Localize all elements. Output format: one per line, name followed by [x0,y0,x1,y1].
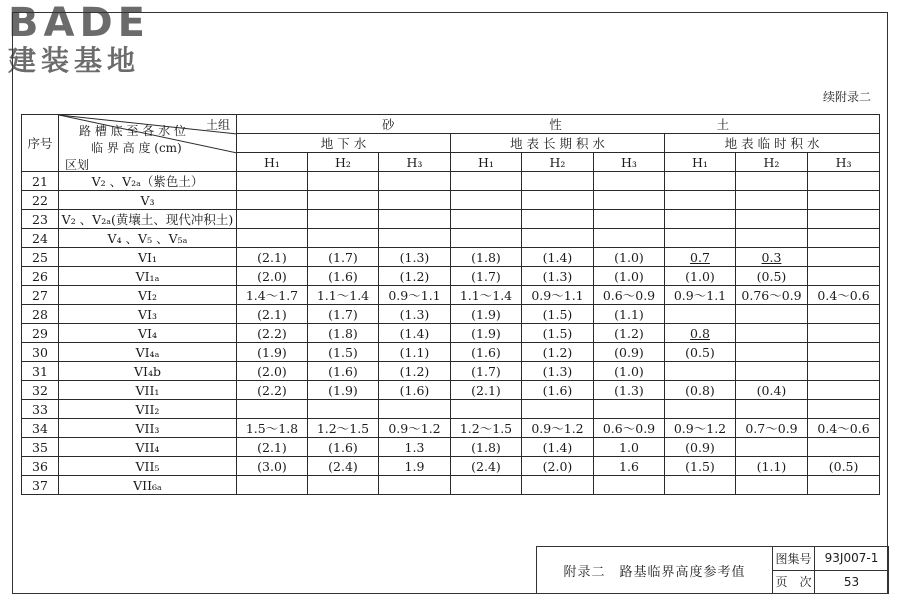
value-cell [308,191,379,210]
header-region: 区划 [65,158,90,172]
value-cell [665,400,736,419]
value-cell [808,267,880,286]
value-cell: 1.0 [594,438,665,457]
table-row [22,419,880,438]
table-row [22,248,880,267]
value-cell [594,476,665,495]
value-cell: 1.4～1.7 [237,286,308,305]
value-cell: (1.3) [522,362,594,381]
header-sub-col: H₁ [237,153,308,172]
value-cell: (1.6) [379,381,451,400]
value-cell [522,229,594,248]
value-cell [736,229,808,248]
value-cell [522,400,594,419]
value-cell: (0.4) [736,381,808,400]
value-cell: 0.6～0.9 [594,419,665,438]
value-cell: (0.5) [808,457,880,476]
value-cell: (1.2) [594,324,665,343]
value-cell [237,191,308,210]
value-cell [808,476,880,495]
value-cell [379,229,451,248]
value-cell [522,476,594,495]
header-top-2: 性 [549,117,562,132]
table-row [22,286,880,305]
table-row [22,362,880,381]
value-cell: (1.7) [451,267,522,286]
value-cell [451,476,522,495]
value-cell: (1.6) [308,362,379,381]
value-cell: (1.3) [594,381,665,400]
value-cell: (2.1) [451,381,522,400]
value-cell: (1.4) [522,248,594,267]
header-group-longterm: 地 表 长 期 积 水 [451,134,665,153]
value-cell: 0.7～0.9 [736,419,808,438]
value-cell: (1.8) [308,324,379,343]
row-number: 29 [22,324,59,343]
value-cell: (1.3) [379,248,451,267]
value-cell: 1.1～1.4 [451,286,522,305]
value-cell: 0.9～1.2 [379,419,451,438]
value-cell: (1.4) [522,438,594,457]
value-cell: (1.7) [451,362,522,381]
header-sub-col: H₃ [379,153,451,172]
value-cell: 0.76～0.9 [736,286,808,305]
value-cell [308,210,379,229]
value-cell: (3.0) [237,457,308,476]
header-sub-col: H₂ [308,153,379,172]
row-number: 21 [22,172,59,191]
value-cell: (1.5) [665,457,736,476]
header-top-row [237,115,880,134]
value-cell [522,172,594,191]
value-cell: (1.4) [379,324,451,343]
value-cell: 1.3 [379,438,451,457]
value-cell: (2.0) [522,457,594,476]
header-top-3: 土 [716,117,730,132]
value-cell: 1.5～1.8 [237,419,308,438]
value-cell: (0.9) [594,343,665,362]
value-cell: (1.1) [379,343,451,362]
page-number: 53 [815,570,889,594]
value-cell: (2.1) [237,248,308,267]
title-block-title: 附录二 路基临界高度参考值 [537,547,773,594]
value-cell: (1.9) [451,324,522,343]
row-region: VI₁ₐ [59,267,237,286]
value-cell: 0.3 [736,248,808,267]
value-cell [451,172,522,191]
value-cell [808,324,880,343]
value-cell: (1.0) [594,362,665,381]
value-cell [736,362,808,381]
header-sub-col: H₃ [808,153,880,172]
value-cell [237,172,308,191]
value-cell [594,172,665,191]
value-cell [522,210,594,229]
logo-text-cn: 建装基地 [8,44,141,77]
table-row [22,324,880,343]
value-cell [237,476,308,495]
value-cell [736,476,808,495]
value-cell: 0.8 [665,324,736,343]
value-cell: 0.9～1.1 [379,286,451,305]
value-cell: (1.8) [451,248,522,267]
row-region: V₂ 、V₂ₐ(黄壤土、现代冲积土) [59,210,237,229]
value-cell: (1.1) [736,457,808,476]
value-cell: (1.2) [522,343,594,362]
value-cell: 0.9～1.2 [522,419,594,438]
value-cell: (2.1) [237,438,308,457]
row-region: VI₃ [59,305,237,324]
value-cell: (1.6) [308,267,379,286]
value-cell [665,210,736,229]
atlas-label: 图集号 [773,547,815,571]
value-cell: 0.9～1.2 [665,419,736,438]
value-cell: 0.4～0.6 [808,286,880,305]
table-row [22,343,880,362]
value-cell [451,210,522,229]
value-cell [379,191,451,210]
value-cell: (1.7) [308,248,379,267]
value-cell [451,191,522,210]
row-number: 22 [22,191,59,210]
page-label: 页 次 [773,570,815,594]
value-cell [522,191,594,210]
value-cell [665,476,736,495]
row-number: 33 [22,400,59,419]
value-cell: 0.9～1.1 [665,286,736,305]
value-cell: 0.9～1.1 [522,286,594,305]
value-cell [736,400,808,419]
value-cell [736,210,808,229]
value-cell: (2.1) [237,305,308,324]
value-cell [594,400,665,419]
value-cell: (0.5) [736,267,808,286]
row-number: 25 [22,248,59,267]
row-region: VI₄b [59,362,237,381]
value-cell [237,229,308,248]
value-cell [665,172,736,191]
row-number: 37 [22,476,59,495]
row-number: 34 [22,419,59,438]
value-cell [594,229,665,248]
title-block [536,546,889,594]
value-cell: (2.4) [308,457,379,476]
table-row [22,476,880,495]
value-cell: (1.2) [379,362,451,381]
value-cell: 0.6～0.9 [594,286,665,305]
value-cell [665,191,736,210]
row-region: VI₄ [59,324,237,343]
table-row [22,438,880,457]
row-number: 26 [22,267,59,286]
table-row [22,229,880,248]
value-cell: (1.0) [594,248,665,267]
table-row [22,267,880,286]
header-sub-col: H₁ [665,153,736,172]
row-number: 24 [22,229,59,248]
header-seq: 序号 [22,115,59,172]
value-cell [237,210,308,229]
value-cell: (1.5) [522,305,594,324]
value-cell: (1.0) [594,267,665,286]
value-cell [451,400,522,419]
value-cell [379,400,451,419]
value-cell: (1.5) [522,324,594,343]
value-cell: (1.5) [308,343,379,362]
value-cell [665,229,736,248]
header-group-groundwater: 地 下 水 [237,134,451,153]
value-cell [379,476,451,495]
value-cell [736,191,808,210]
value-cell: (1.9) [308,381,379,400]
value-cell: (2.2) [237,381,308,400]
value-cell [808,248,880,267]
value-cell [594,210,665,229]
row-region: VII₂ [59,400,237,419]
value-cell [808,210,880,229]
value-cell: (1.6) [522,381,594,400]
header-diagonal-cell [59,115,237,172]
value-cell: (1.7) [308,305,379,324]
row-region: V₂ 、V₂ₐ（紫色土） [59,172,237,191]
value-cell [808,381,880,400]
value-cell: (1.2) [379,267,451,286]
value-cell: 0.7 [665,248,736,267]
value-cell [808,191,880,210]
row-region: VII₁ [59,381,237,400]
value-cell: 0.4～0.6 [808,419,880,438]
value-cell: (1.1) [594,305,665,324]
row-number: 23 [22,210,59,229]
value-cell [808,438,880,457]
value-cell: (1.9) [451,305,522,324]
value-cell: (1.3) [522,267,594,286]
value-cell: (2.0) [237,362,308,381]
table-row [22,305,880,324]
value-cell [665,305,736,324]
table-row [22,172,880,191]
value-cell [379,210,451,229]
value-cell [379,172,451,191]
value-cell [808,305,880,324]
value-cell [808,172,880,191]
logo-text-en: BADE [8,0,150,46]
value-cell [808,400,880,419]
value-cell: 1.6 [594,457,665,476]
table-row [22,210,880,229]
critical-height-table [21,114,880,495]
value-cell: (1.6) [308,438,379,457]
table-row [22,400,880,419]
header-top-1: 砂 [382,117,395,132]
table-row [22,191,880,210]
value-cell: (1.3) [379,305,451,324]
header-sub-col: H₂ [522,153,594,172]
value-cell: (2.0) [237,267,308,286]
value-cell [308,476,379,495]
row-region: VI₁ [59,248,237,267]
value-cell [736,324,808,343]
table-row [22,381,880,400]
value-cell: (1.8) [451,438,522,457]
row-region: VI₄ₐ [59,343,237,362]
value-cell [308,229,379,248]
header-sub-col: H₁ [451,153,522,172]
header-sub-col: H₃ [594,153,665,172]
value-cell: 1.2～1.5 [451,419,522,438]
value-cell [451,229,522,248]
row-number: 28 [22,305,59,324]
value-cell: (0.5) [665,343,736,362]
row-region: V₃ [59,191,237,210]
row-number: 27 [22,286,59,305]
value-cell: 1.1～1.4 [308,286,379,305]
row-number: 31 [22,362,59,381]
header-sub-col: H₂ [736,153,808,172]
value-cell [308,172,379,191]
atlas-number: 93J007-1 [815,547,889,571]
row-region: VII₅ [59,457,237,476]
value-cell [237,400,308,419]
header-group-temporary: 地 表 临 时 积 水 [665,134,880,153]
value-cell: (2.4) [451,457,522,476]
row-region: VII₃ [59,419,237,438]
value-cell: (1.6) [451,343,522,362]
continued-label: 续附录二 [823,90,872,104]
header-diag-line1: 路 槽 底 至 各 水 位 [79,124,186,138]
row-number: 35 [22,438,59,457]
row-number: 36 [22,457,59,476]
value-cell: (1.9) [237,343,308,362]
value-cell: 1.2～1.5 [308,419,379,438]
value-cell [808,229,880,248]
row-region: V₄ 、V₅ 、V₅ₐ [59,229,237,248]
row-number: 32 [22,381,59,400]
value-cell [736,305,808,324]
table-row [22,457,880,476]
row-region: VII₄ [59,438,237,457]
value-cell [736,438,808,457]
header-diag-line2: 临 界 高 度 (cm) [91,141,182,155]
row-region: VI₂ [59,286,237,305]
value-cell [808,343,880,362]
row-number: 30 [22,343,59,362]
header-soil-group: 土组 [205,118,230,132]
value-cell [308,400,379,419]
row-region: VII₆ₐ [59,476,237,495]
value-cell [736,172,808,191]
value-cell: (0.9) [665,438,736,457]
value-cell: (2.2) [237,324,308,343]
value-cell [594,191,665,210]
value-cell: (1.0) [665,267,736,286]
value-cell [736,343,808,362]
value-cell [808,362,880,381]
value-cell: (0.8) [665,381,736,400]
value-cell [665,362,736,381]
value-cell: 1.9 [379,457,451,476]
